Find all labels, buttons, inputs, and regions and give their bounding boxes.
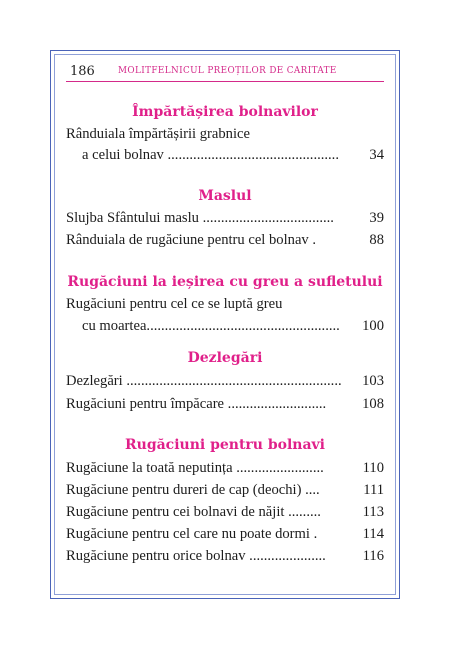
- toc-entry-text: Rugăciune pentru dureri de cap (deochi) ....: [66, 482, 320, 498]
- toc-entry-text: Rugăciune pentru orice bolnav .....................: [66, 548, 326, 564]
- toc-entry-text: Rânduiala de rugăciune pentru cel bolnav .: [66, 232, 317, 248]
- toc-entry[interactable]: [66, 482, 384, 502]
- toc-entry-text: Rugăciune pentru cel care nu poate dormi .: [66, 526, 318, 542]
- toc-entry[interactable]: [66, 504, 384, 524]
- toc-entry[interactable]: [66, 373, 384, 393]
- toc-entry-text: cu moartea.....................................................: [82, 318, 340, 334]
- section-title-iesirea-sufletului: Rugăciuni la ieșirea cu greu a sufletului: [67, 274, 383, 290]
- toc-entry-page: 100: [362, 318, 384, 334]
- toc-entry-page: 34: [369, 147, 384, 163]
- running-header-title: MOLITFELNICUL PREOȚILOR DE CARITATE: [118, 66, 337, 76]
- toc-entry[interactable]: [66, 210, 384, 230]
- toc-entry-text: a celui bolnav ...............................................: [82, 147, 339, 163]
- toc-entry[interactable]: [66, 460, 384, 480]
- toc-entry[interactable]: [66, 526, 384, 546]
- header-rule: [66, 81, 384, 82]
- section-title-dezlegari: Dezlegări: [187, 350, 263, 366]
- toc-entry-text: Rugăciuni pentru cel ce se luptă greu: [66, 296, 283, 312]
- section-title-rugaciuni-bolnavi: Rugăciuni pentru bolnavi: [125, 437, 325, 453]
- toc-entry-text: Dezlegări ...........................................................: [66, 373, 342, 389]
- toc-entry-page: 88: [369, 232, 384, 248]
- toc-entry-page: 111: [363, 482, 384, 498]
- toc-entry[interactable]: [66, 126, 384, 146]
- section-title-maslul: Maslul: [198, 188, 252, 204]
- toc-entry-continuation[interactable]: [66, 147, 384, 167]
- toc-entry-continuation[interactable]: [66, 318, 384, 338]
- page-number: 186: [70, 64, 95, 79]
- toc-entry[interactable]: [66, 396, 384, 416]
- toc-entry[interactable]: [66, 232, 384, 252]
- toc-entry-text: Rugăciune pentru cei bolnavi de năjit .........: [66, 504, 321, 520]
- toc-entry-page: 113: [362, 504, 384, 520]
- toc-entry-text: Slujba Sfântului maslu ....................................: [66, 210, 334, 226]
- toc-entry[interactable]: [66, 296, 384, 316]
- toc-entry-page: 103: [362, 373, 384, 389]
- toc-entry-page: 116: [362, 548, 384, 564]
- toc-entry[interactable]: [66, 548, 384, 568]
- toc-entry-page: 108: [362, 396, 384, 412]
- toc-entry-text: Rânduiala împărtășirii grabnice: [66, 126, 250, 142]
- toc-entry-text: Rugăciuni pentru împăcare ...........................: [66, 396, 327, 412]
- toc-entry-page: 110: [362, 460, 384, 476]
- toc-entry-text: Rugăciune la toată neputința ........................: [66, 460, 324, 476]
- section-title-impartasirea: Împărtășirea bolnavilor: [132, 104, 318, 120]
- toc-entry-page: 114: [362, 526, 384, 542]
- toc-entry-page: 39: [369, 210, 384, 226]
